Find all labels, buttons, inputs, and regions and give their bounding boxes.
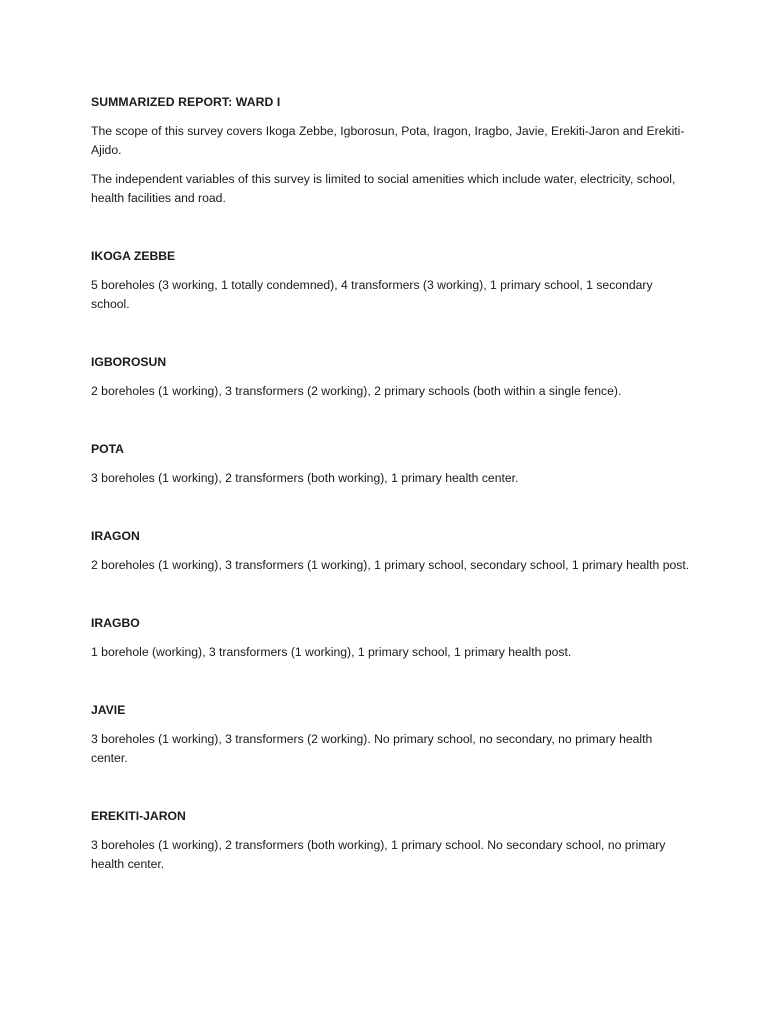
section-heading: IRAGON xyxy=(91,529,140,543)
section-heading: JAVIE xyxy=(91,703,126,717)
section-text: 3 boreholes (1 working), 2 transformers (both working), 1 primary health center. xyxy=(91,471,519,485)
section-text: 3 boreholes (1 working), 3 transformers (2 working). No primary school, no secondary, no primary health center. xyxy=(91,732,653,765)
intro-scope-paragraph: The scope of this survey covers Ikoga Zebbe, Igborosun, Pota, Iragon, Iragbo, Javie, Erekiti-Jaron and Erekiti-Ajido. xyxy=(91,124,685,157)
document-content xyxy=(91,93,691,874)
section-javie xyxy=(91,701,691,768)
section-heading: POTA xyxy=(91,442,124,456)
section-heading: IKOGA ZEBBE xyxy=(91,249,176,263)
section-iragbo xyxy=(91,614,691,662)
intro-variables-paragraph: The independent variables of this survey is limited to social amenities which include water, electricity, school, health facilities and road. xyxy=(91,172,676,205)
section-ikoga-zebbe xyxy=(91,247,691,314)
document-title: SUMMARIZED REPORT: WARD I xyxy=(91,95,281,109)
section-iragon xyxy=(91,527,691,575)
section-text: 2 boreholes (1 working), 3 transformers (2 working), 2 primary schools (both within a single fence). xyxy=(91,384,622,398)
section-text: 5 boreholes (3 working, 1 totally condemned), 4 transformers (3 working), 1 primary school, 1 secondary school. xyxy=(91,278,653,311)
section-text: 3 boreholes (1 working), 2 transformers (both working), 1 primary school. No secondary school, no primary health center. xyxy=(91,838,666,871)
section-text: 1 borehole (working), 3 transformers (1 working), 1 primary school, 1 primary health post. xyxy=(91,645,572,659)
section-heading: EREKITI-JARON xyxy=(91,809,186,823)
section-text: 2 boreholes (1 working), 3 transformers (1 working), 1 primary school, secondary school, 1 primary health post. xyxy=(91,558,690,572)
section-pota xyxy=(91,440,691,488)
section-igborosun xyxy=(91,353,691,401)
section-erekiti-jaron xyxy=(91,807,691,874)
section-heading: IGBOROSUN xyxy=(91,355,167,369)
section-heading: IRAGBO xyxy=(91,616,140,630)
